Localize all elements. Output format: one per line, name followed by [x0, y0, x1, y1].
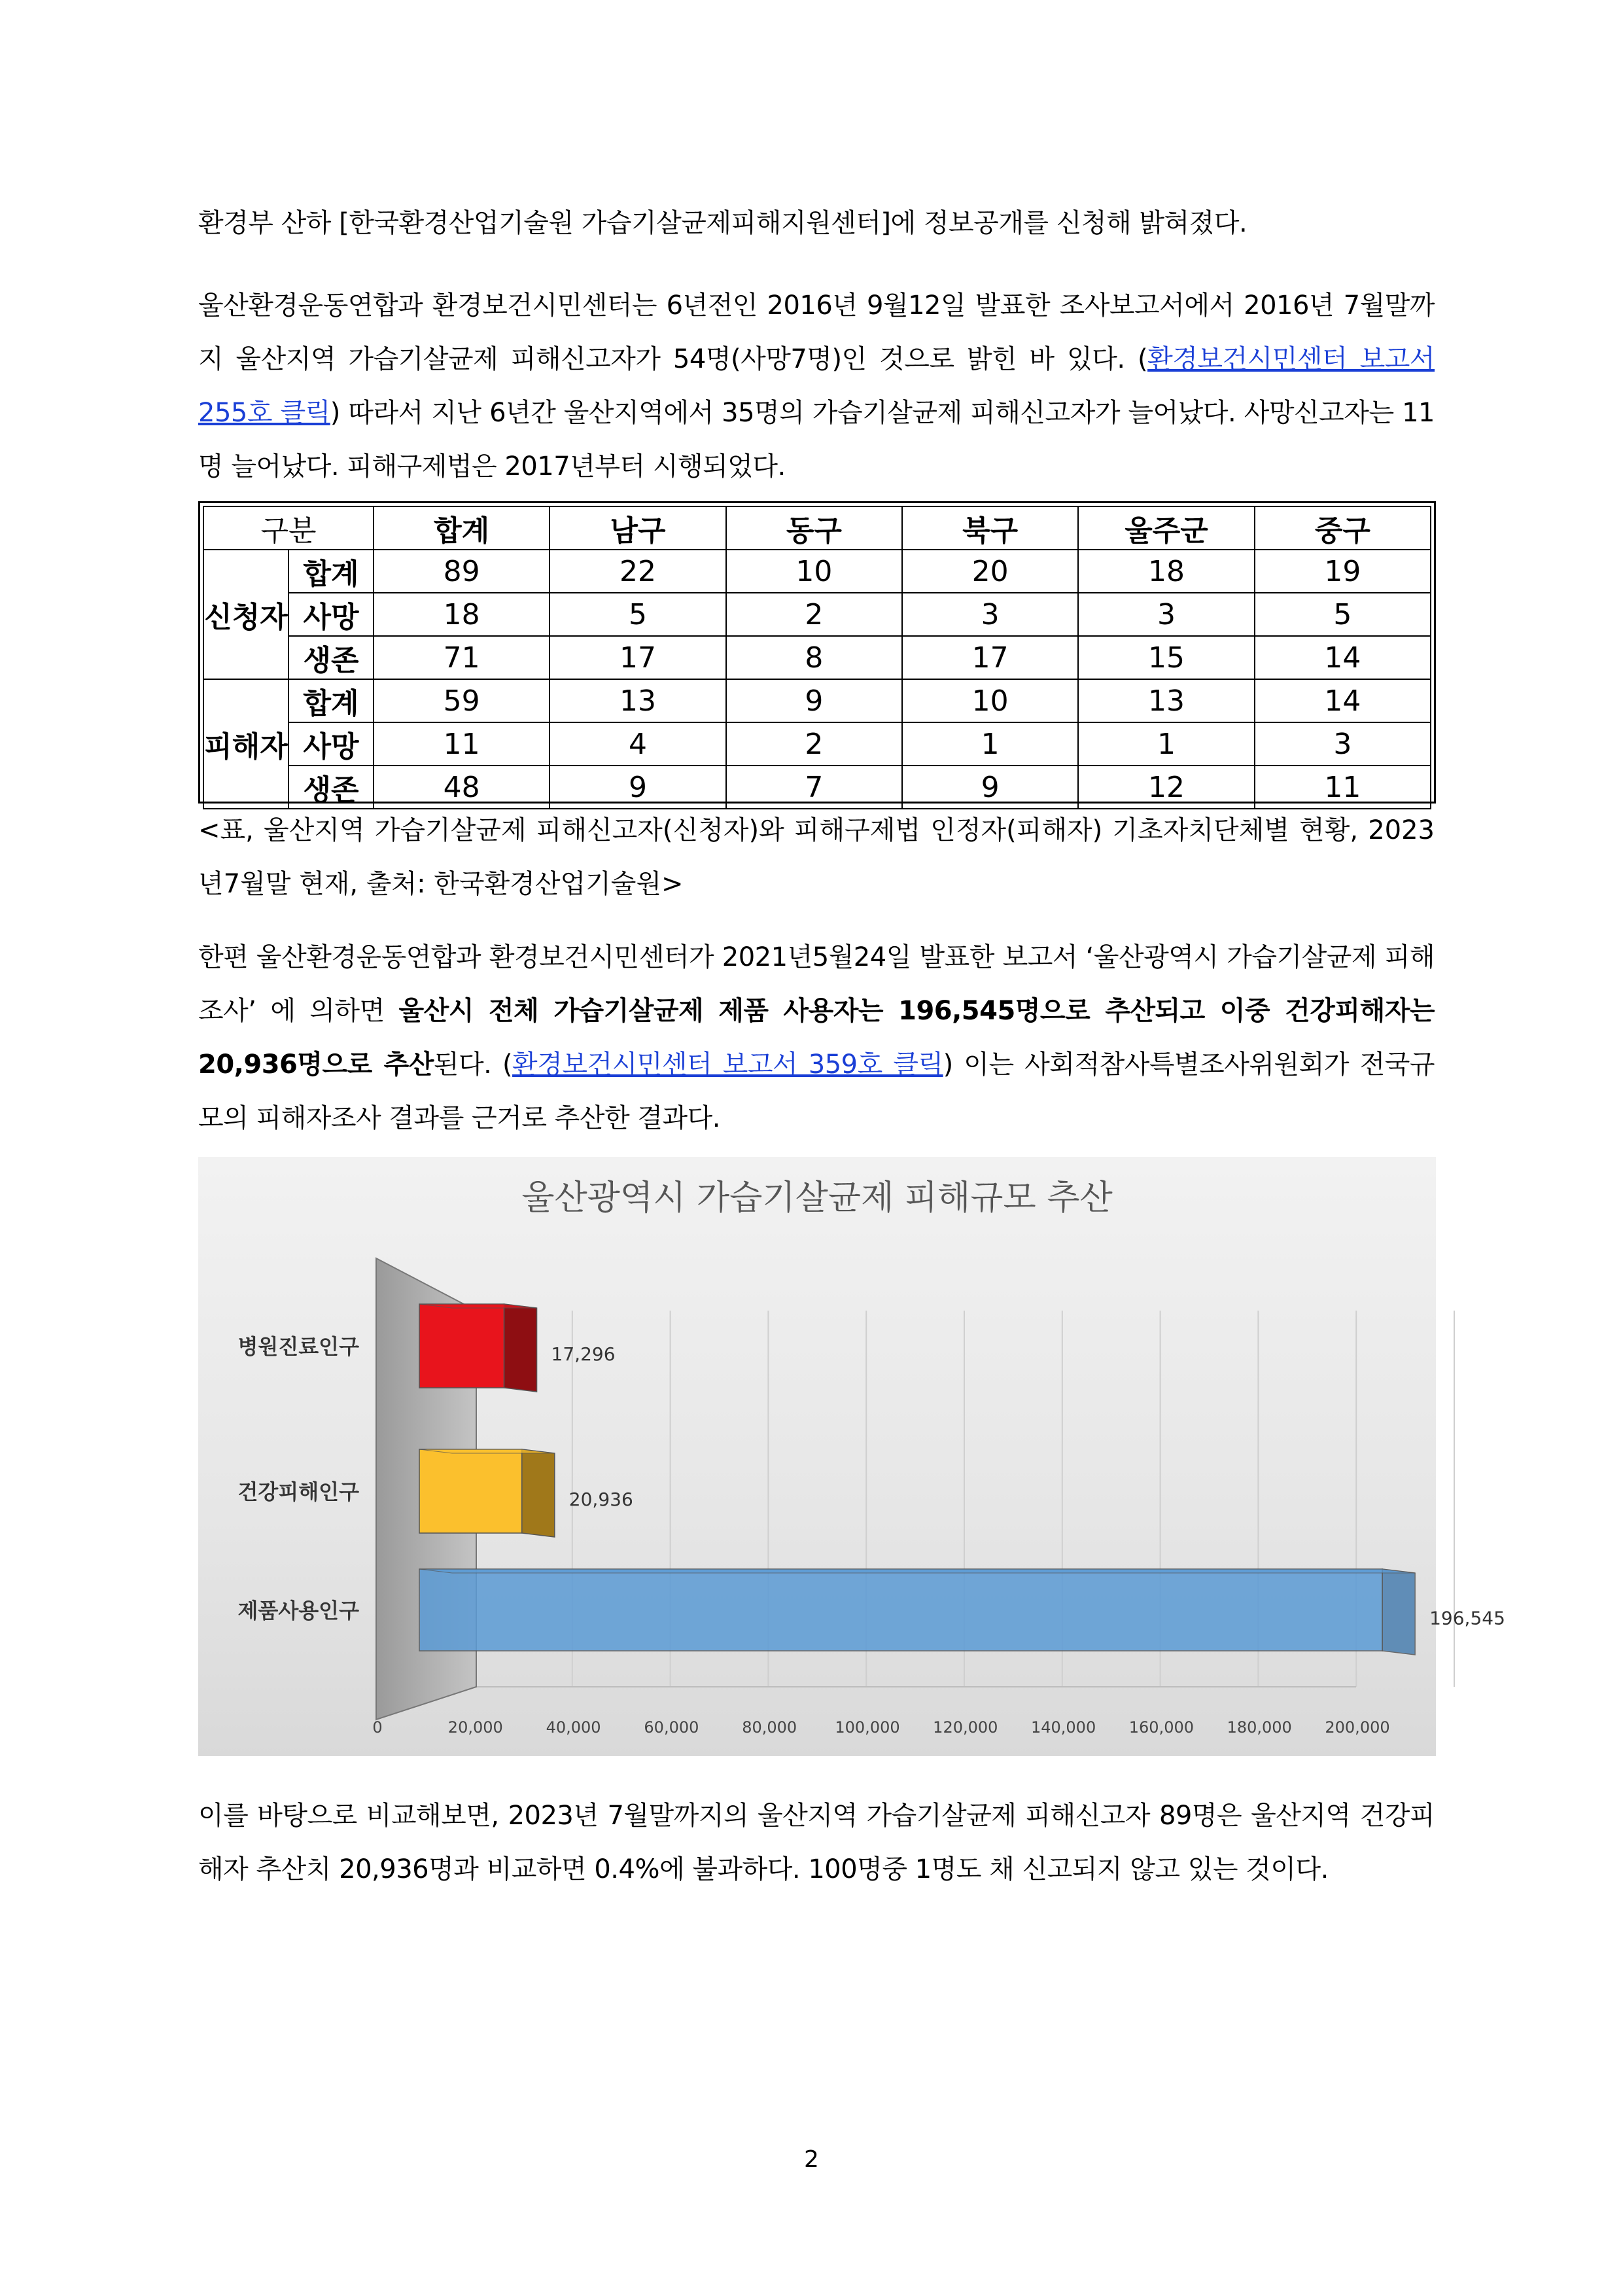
x-tick-label: 80,000: [742, 1718, 797, 1737]
bar-side-1: [522, 1449, 555, 1537]
x-tick-label: 180,000: [1227, 1718, 1292, 1737]
table-cell: 11: [374, 722, 550, 766]
row-label: 사망: [288, 593, 374, 636]
paragraph-3-text-c: ) 이는 사회적참사특별조사위원회가 전국규모의 피해자조사 결과를 근거로 추산한 결과다.: [198, 1050, 1435, 1133]
table-cell: 71: [374, 636, 550, 679]
table-cell: 14: [1255, 636, 1431, 679]
header-bukgu: 북구: [902, 506, 1078, 550]
table-cell: 15: [1078, 636, 1254, 679]
table-caption: [198, 804, 1435, 911]
category-label: 건강피해인구: [237, 1479, 359, 1504]
damage-stats-table: [203, 506, 1431, 809]
table-cell: 17: [902, 636, 1078, 679]
table-row: [203, 550, 1431, 593]
row-label: 생존: [288, 636, 374, 679]
bar-side-0: [504, 1304, 537, 1392]
table-cell: 9: [726, 679, 902, 722]
header-donggu: 동구: [726, 506, 902, 550]
damage-stats-table-frame: [198, 501, 1436, 807]
table-cell: 13: [550, 679, 725, 722]
report-255-link[interactable]: 환경보건시민센터 보고서 255호 클릭: [198, 344, 1435, 428]
x-tick-label: 0: [372, 1718, 383, 1737]
header-total: 합계: [374, 506, 550, 550]
bar-value-label: 20,936: [568, 1489, 633, 1510]
paragraph-3-text-a: 한편 울산환경운동연합과 환경보건시민센터가 2021년5월24일 발표한 보고서 ‘울산광역시 가습기살균제 피해조사’ 에 의하면: [198, 942, 1435, 1026]
report-359-link[interactable]: 환경보건시민센터 보고서 359호 클릭: [512, 1050, 943, 1080]
x-tick-label: 40,000: [546, 1718, 601, 1737]
bar-top-2: [419, 1569, 1415, 1573]
paragraph-2: [198, 279, 1435, 493]
category-label: 병원진료인구: [237, 1334, 359, 1359]
table-row: [203, 636, 1431, 679]
row-label: 합계: [288, 550, 374, 593]
table-cell: 20: [902, 550, 1078, 593]
table-row: [203, 679, 1431, 722]
table-cell: 4: [550, 722, 725, 766]
x-tick-label: 120,000: [933, 1718, 998, 1737]
page-number: 2: [804, 2146, 819, 2173]
paragraph-1: [198, 196, 1435, 250]
x-tick-label: 200,000: [1325, 1718, 1390, 1737]
group-victims: 피해자: [203, 679, 288, 809]
table-cell: 1: [1078, 722, 1254, 766]
table-cell: 5: [550, 593, 725, 636]
row-label: 합계: [288, 679, 374, 722]
paragraph-1-text: 환경부 산하 [한국환경산업기술원 가습기살균제피해지원센터]에 정보공개를 신청해 밝혀졌다.: [198, 208, 1248, 238]
table-cell: 9: [902, 766, 1078, 809]
table-cell: 89: [374, 550, 550, 593]
header-uljugun: 울주군: [1078, 506, 1254, 550]
bar-2: [419, 1569, 1382, 1651]
row-label: 사망: [288, 722, 374, 766]
paragraph-2-text-a: 울산환경운동연합과 환경보건시민센터는 6년전인 2016년 9월12일 발표한 조사보고서에서 2016년 7월말까지 울산지역 가습기살균제 피해신고자가 54명(사망7명)인 것으로 밝힌 바 있다. (: [198, 291, 1435, 374]
table-cell: 17: [550, 636, 725, 679]
paragraph-2-text-b: ) 따라서 지난 6년간 울산지역에서 35명의 가습기살균제 피해신고자가 늘어났다. 사망신고자는 11명 늘어났다. 피해구제법은 2017년부터 시행되었다.: [198, 398, 1435, 482]
chart-title: 울산광역시 가습기살균제 피해규모 추산: [521, 1178, 1113, 1218]
x-tick-label: 60,000: [644, 1718, 699, 1737]
table-cell: 8: [726, 636, 902, 679]
table-cell: 10: [902, 679, 1078, 722]
table-cell: 3: [902, 593, 1078, 636]
table-cell: 2: [726, 593, 902, 636]
header-junggu: 중구: [1255, 506, 1431, 550]
paragraph-3-text-b: 된다. (: [433, 1050, 513, 1080]
chart-svg: [198, 1157, 1505, 1756]
table-cell: 18: [1078, 550, 1254, 593]
table-cell: 9: [550, 766, 725, 809]
table-cell: 3: [1255, 722, 1431, 766]
paragraph-4: [198, 1789, 1435, 1896]
paragraph-4-text: 이를 바탕으로 비교해보면, 2023년 7월말까지의 울산지역 가습기살균제 피해신고자 89명은 울산지역 건강피해자 추산치 20,936명과 비교하면 0.4%에 불과하다. 100명중 1명도 채 신고되지 않고 있는 것이다.: [198, 1801, 1435, 1884]
bar-side-2: [1382, 1569, 1415, 1655]
table-cell: 18: [374, 593, 550, 636]
damage-estimate-chart: [198, 1157, 1505, 1756]
table-cell: 14: [1255, 679, 1431, 722]
bar-value-label: 17,296: [551, 1343, 616, 1365]
table-cell: 7: [726, 766, 902, 809]
bar-value-label: 196,545: [1429, 1607, 1505, 1629]
paragraph-3: [198, 930, 1435, 1145]
table-cell: 13: [1078, 679, 1254, 722]
header-gubun: 구분: [203, 506, 374, 550]
table-row: [203, 766, 1431, 809]
table-row: [203, 722, 1431, 766]
x-tick-label: 160,000: [1128, 1718, 1195, 1737]
paragraph-3-bold: 울산시 전체 가습기살균제 제품 사용자는 196,545명으로 추산되고 이중 건강피해자는 20,936명으로 추산: [198, 996, 1435, 1080]
bar-1: [419, 1449, 522, 1533]
table-cell: 5: [1255, 593, 1431, 636]
table-cell: 3: [1078, 593, 1254, 636]
table-caption-text: <표, 울산지역 가습기살균제 피해신고자(신청자)와 피해구제법 인정자(피해자) 기초자치단체별 현황, 2023년7월말 현재, 출처: 한국환경산업기술원>: [198, 815, 1435, 899]
category-label: 제품사용인구: [237, 1598, 359, 1623]
bar-0: [419, 1304, 504, 1388]
row-label: 생존: [288, 766, 374, 809]
group-applicants: 신청자: [203, 550, 288, 679]
chart-x-axis: [372, 1718, 1389, 1737]
table-cell: 1: [902, 722, 1078, 766]
x-tick-label: 20,000: [447, 1718, 503, 1737]
table-cell: 11: [1255, 766, 1431, 809]
header-namgu: 남구: [550, 506, 725, 550]
table-cell: 48: [374, 766, 550, 809]
table-cell: 2: [726, 722, 902, 766]
table-cell: 12: [1078, 766, 1254, 809]
table-cell: 59: [374, 679, 550, 722]
table-header-row: [203, 506, 1431, 550]
table-cell: 10: [726, 550, 902, 593]
table-cell: 22: [550, 550, 725, 593]
table-row: [203, 593, 1431, 636]
x-tick-label: 100,000: [835, 1718, 900, 1737]
x-tick-label: 140,000: [1030, 1718, 1096, 1737]
table-cell: 19: [1255, 550, 1431, 593]
